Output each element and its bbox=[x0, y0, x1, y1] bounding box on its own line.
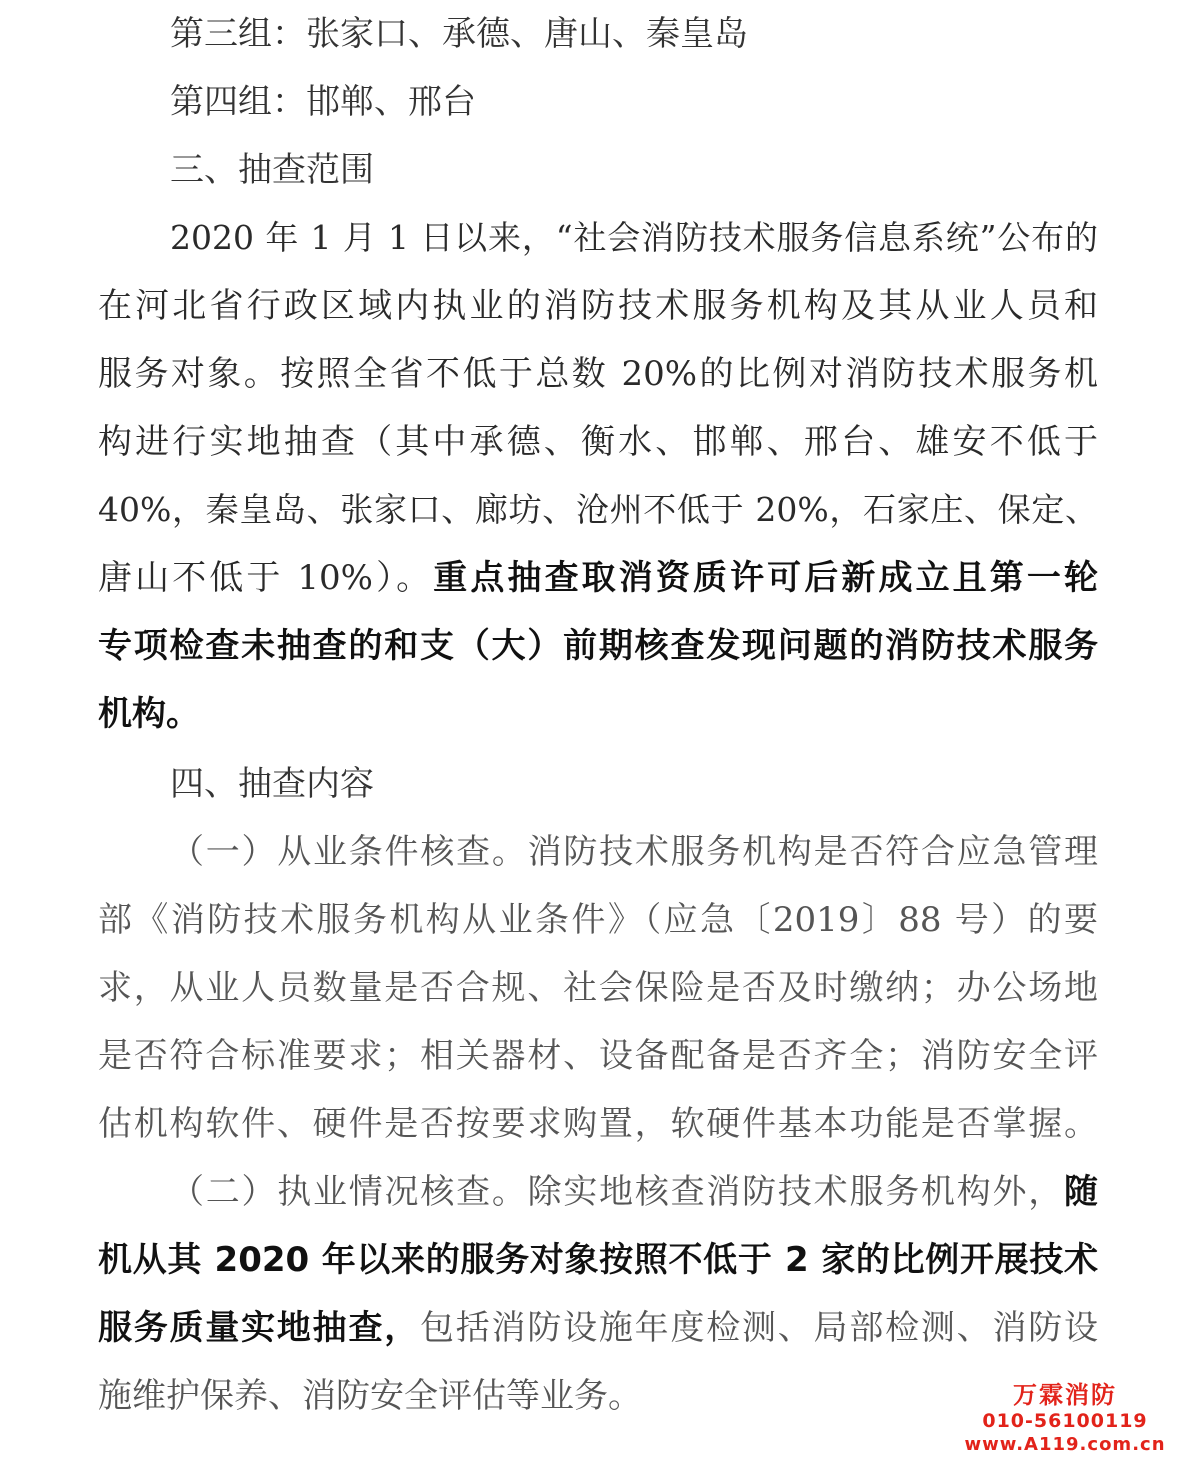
scope-line-7: 专项检查未抽查的和支（大）前期核查发现问题的消防技术服务 bbox=[98, 626, 1098, 666]
item-1-line-4: 是否符合标准要求；相关器材、设备配备是否齐全；消防安全评 bbox=[98, 1036, 1098, 1076]
item-2-line-3-bold: 服务质量实地抽查， bbox=[98, 1308, 420, 1348]
watermark-stamp bbox=[960, 1381, 1170, 1457]
item-1-line-5: 估机构软件、硬件是否按要求购置，软硬件基本功能是否掌握。 bbox=[98, 1104, 1098, 1144]
scope-line-6-plain: 唐山不低于 10%）。 bbox=[98, 558, 434, 598]
item-2-line-3 bbox=[98, 1306, 1098, 1350]
item-2-line-4: 施维护保养、消防安全评估等业务。 bbox=[98, 1376, 642, 1416]
item-1-line-1: （一）从业条件核查。消防技术服务机构是否符合应急管理 bbox=[170, 832, 1098, 872]
item-2-line-2: 机从其 2020 年以来的服务对象按照不低于 2 家的比例开展技术 bbox=[98, 1240, 1098, 1280]
scope-line-2: 在河北省行政区域内执业的消防技术服务机构及其从业人员和 bbox=[98, 286, 1098, 326]
scope-line-5: 40%，秦皇岛、张家口、廊坊、沧州不低于 20%，石家庄、保定、 bbox=[98, 490, 1098, 529]
item-1-line-3: 求，从业人员数量是否合规、社会保险是否及时缴纳；办公场地 bbox=[98, 968, 1098, 1008]
item-2-line-1 bbox=[170, 1170, 1098, 1214]
scope-line-3: 服务对象。按照全省不低于总数 20%的比例对消防技术服务机 bbox=[98, 354, 1098, 394]
scope-line-6 bbox=[98, 556, 1098, 600]
scope-line-4: 构进行实地抽查（其中承德、衡水、邯郸、邢台、雄安不低于 bbox=[98, 422, 1098, 462]
group-3-line: 第三组：张家口、承德、唐山、秦皇岛 bbox=[170, 14, 748, 54]
item-2-line-1-plain: （二）执业情况核查。除实地核查消防技术服务机构外， bbox=[170, 1172, 1064, 1212]
item-1-line-2: 部《消防技术服务机构从业条件》（应急〔2019〕88 号）的要 bbox=[98, 900, 1098, 940]
scope-line-6-bold: 重点抽查取消资质许可后新成立且第一轮 bbox=[433, 558, 1098, 598]
watermark-phone: 010-56100119 bbox=[982, 1410, 1148, 1432]
group-4-line: 第四组：邯郸、邢台 bbox=[170, 82, 476, 122]
watermark-company: 万霖消防 bbox=[1013, 1381, 1117, 1409]
scope-line-8: 机构。 bbox=[98, 694, 200, 734]
item-2-line-3-plain: 包括消防设施年度检测、局部检测、消防设 bbox=[420, 1308, 1098, 1348]
scope-line-1: 2020 年 1 月 1 日以来，“社会消防技术服务信息系统”公布的 bbox=[170, 218, 1098, 257]
section-3-heading: 三、抽查范围 bbox=[170, 150, 374, 190]
section-4-heading: 四、抽查内容 bbox=[170, 764, 374, 804]
item-2-line-1-bold: 随 bbox=[1064, 1172, 1098, 1212]
watermark-website: www.A119.com.cn bbox=[964, 1434, 1166, 1455]
